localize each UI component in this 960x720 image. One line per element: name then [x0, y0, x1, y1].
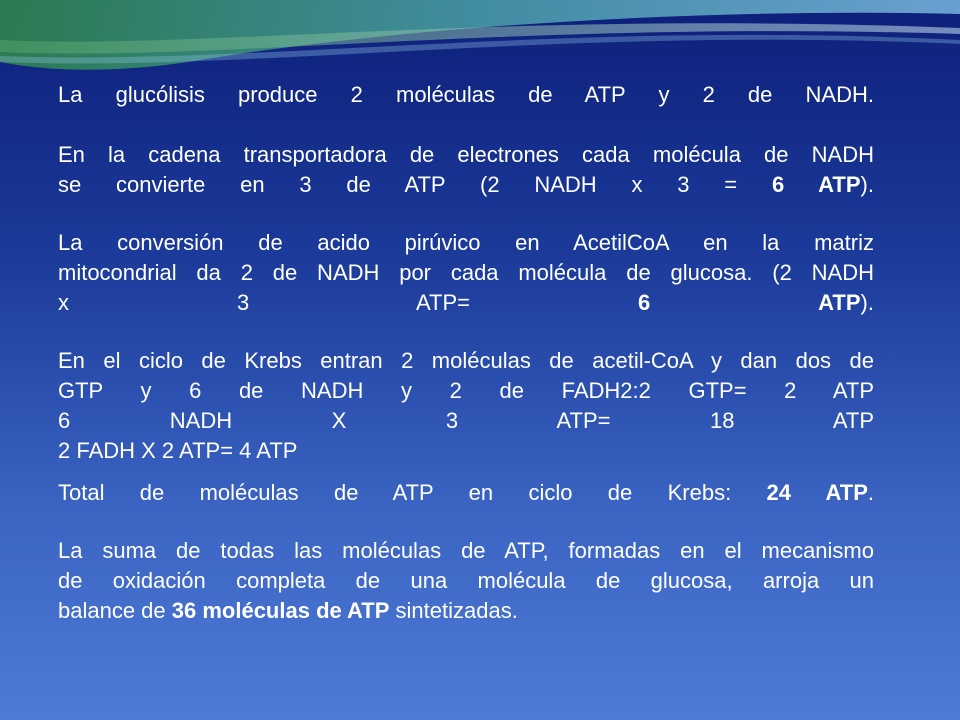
p6-line1: La suma de todas las moléculas de ATP, formadas en el mecanismo	[58, 538, 874, 563]
p5-bold-24atp: 24 ATP	[766, 480, 868, 505]
p3-line1: La conversión de acido pirúvico en AcetilCoA en la matriz	[58, 230, 874, 255]
paragraph-krebs-total	[58, 478, 874, 508]
p3-line3-a: x 3 ATP=	[58, 290, 638, 315]
paragraph-glycolysis	[58, 80, 874, 110]
p6-line3-a: balance de	[58, 598, 172, 623]
p3-bold-6: 6	[637, 290, 651, 315]
paragraph-pyruvate-conversion	[58, 228, 874, 318]
p6-line3	[58, 596, 874, 626]
p2-line2-c: ).	[860, 172, 874, 197]
p6-line3-c: sintetizadas.	[389, 598, 518, 623]
p1-text: La glucólisis produce 2 moléculas de ATP y 2 de NADH.	[58, 82, 874, 107]
p2-bold-6atp: 6 ATP	[771, 172, 861, 197]
p4-line1: En el ciclo de Krebs entran 2 moléculas de acetil-CoA y dan dos de	[58, 348, 874, 373]
paragraph-krebs-cycle	[58, 346, 874, 466]
p3-line2: mitocondrial da 2 de NADH por cada molécula de glucosa. (2 NADH	[58, 260, 874, 285]
p5-text-c: .	[867, 480, 874, 505]
p3-line3-c	[650, 290, 818, 315]
p4-line2: GTP y 6 de NADH y 2 de FADH2:2 GTP= 2 ATP	[58, 378, 874, 403]
p2-line1: En la cadena transportadora de electrones cada molécula de NADH	[58, 142, 874, 167]
p5-text-a: Total de moléculas de ATP en ciclo de Krebs:	[58, 480, 767, 505]
p2-line2	[58, 170, 874, 200]
p2-line2-a: se convierte en 3 de ATP (2 NADH x 3 =	[58, 172, 772, 197]
p6-bold-36: 36 moléculas de ATP	[171, 598, 390, 623]
slide-content	[58, 80, 874, 626]
p6-line2: de oxidación completa de una molécula de glucosa, arroja un	[58, 568, 874, 593]
p4-line4: 2 FADH X 2 ATP= 4 ATP	[58, 438, 298, 463]
paragraph-atp-sum	[58, 536, 874, 626]
p3-bold-atp: ATP	[818, 290, 861, 315]
p4-line3: 6 NADH X 3 ATP= 18 ATP	[58, 408, 874, 433]
paragraph-electron-transport	[58, 140, 874, 200]
p3-line3-e: ).	[860, 290, 874, 315]
p3-line3	[58, 288, 874, 318]
